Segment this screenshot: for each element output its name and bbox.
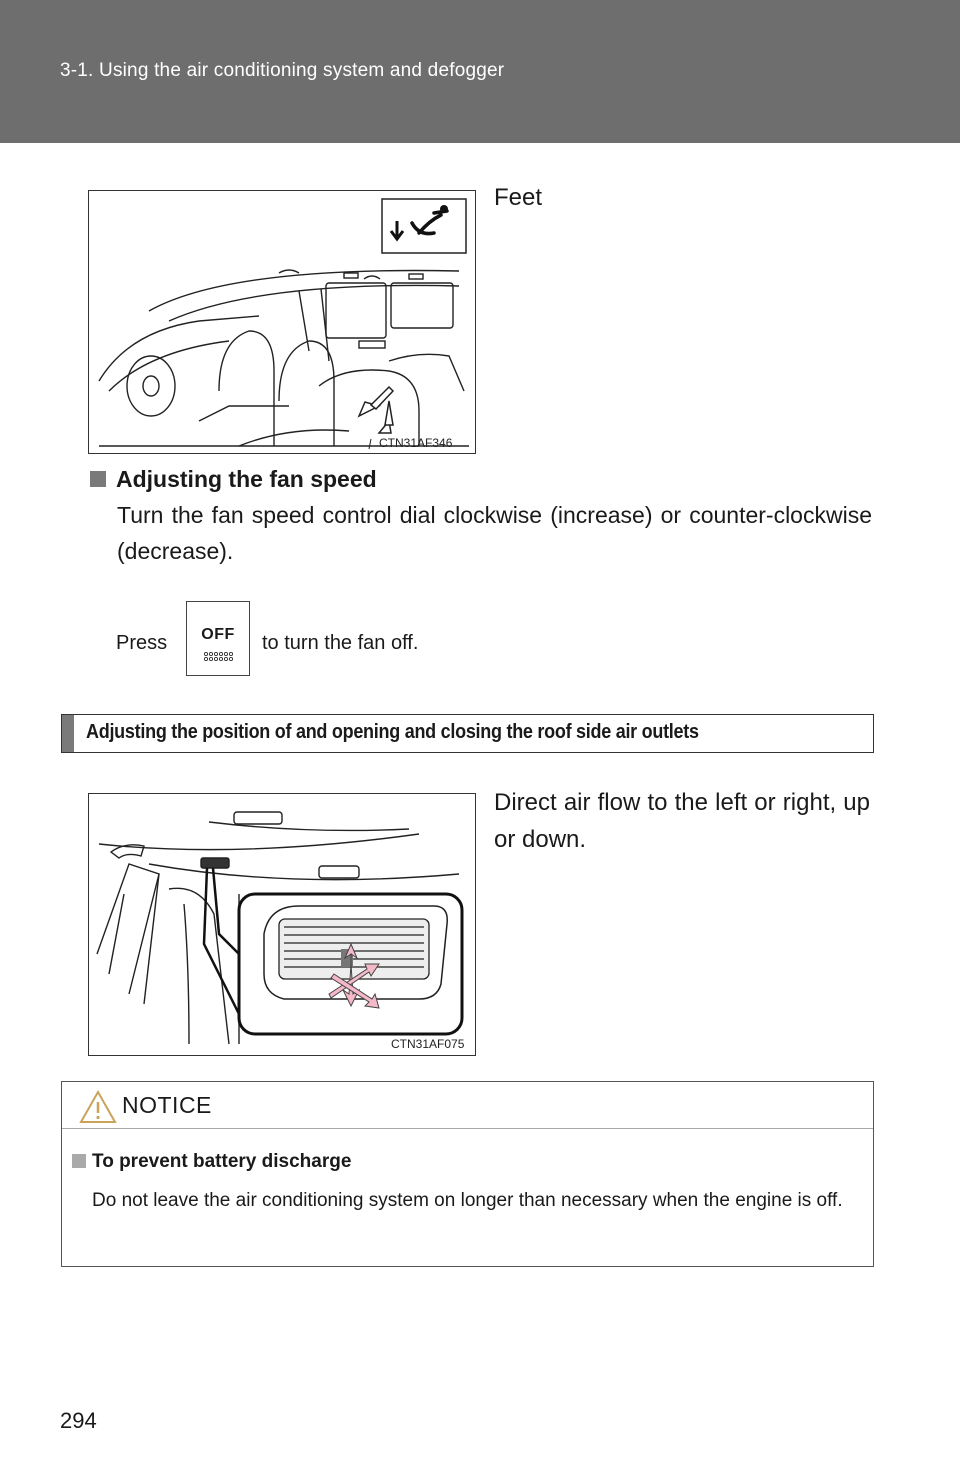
page-header [0, 0, 960, 143]
fan-speed-text: Turn the fan speed control dial clockwise (increase) or counter-clockwise (decrease). [117, 502, 872, 564]
bullet-square [90, 471, 106, 487]
notice-divider [62, 1128, 873, 1129]
section-title-bar [61, 714, 874, 753]
notice-heading: To prevent battery discharge [92, 1151, 352, 1172]
press-suffix-text: to turn the fan off. [262, 632, 419, 654]
warning-triangle-icon [78, 1089, 118, 1125]
figure-code: CTN31AF075 [391, 1037, 465, 1051]
fan-dots-icon [187, 602, 249, 675]
fan-speed-heading: Adjusting the fan speed [116, 466, 377, 492]
section-title: Adjusting the position of and opening and closing the roof side air outlets [86, 721, 699, 743]
figure-code: CTN31AF346 [379, 436, 453, 450]
figure-roof-outlet [88, 793, 476, 1056]
notice-label: NOTICE [122, 1092, 212, 1118]
notice-bullet-square [72, 1154, 86, 1168]
notice-box [61, 1081, 874, 1267]
feet-airflow-icon [382, 199, 466, 253]
airflow-direction-text: Direct air flow to the left or right, up or down. [494, 789, 870, 853]
notice-body: Do not leave the air conditioning system on longer than necessary when the engine is off. [92, 1190, 843, 1211]
off-button-label: OFF [201, 626, 235, 643]
off-button-icon [186, 601, 250, 676]
section-accent [62, 715, 74, 752]
figure-feet-mode [88, 190, 476, 454]
press-text: Press [116, 632, 168, 654]
roof-outlet-illustration [89, 794, 475, 1055]
page-number: 294 [60, 1408, 97, 1433]
chapter-title: 3-1. Using the air conditioning system and defogger [60, 60, 505, 81]
feet-mode-label: Feet [494, 184, 543, 211]
car-interior-illustration [89, 191, 475, 453]
